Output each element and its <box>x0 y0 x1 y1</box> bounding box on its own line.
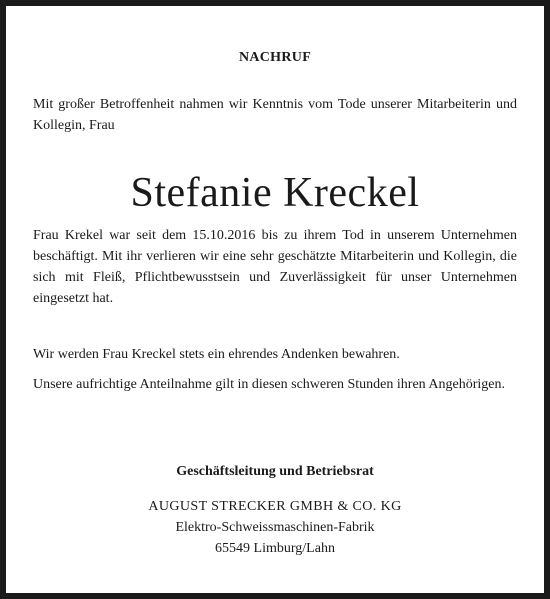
company-description: Elektro-Schweissmaschinen-Fabrik <box>175 520 375 535</box>
body-paragraph-employment: Frau Krekel war seit dem 15.10.2016 bis zu ihrem Tod in unserem Unternehmen beschäftigt. Mit ihr verlieren wir eine sehr geschätzte Mitarbeiterin und Kollegin, die sich mit Fleiß, Pflichtbewusstsein und Zuverlässigkeit für unser Unternehmen eingesetzt hat. <box>33 228 517 306</box>
company-address: 65549 Limburg/Lahn <box>215 541 335 556</box>
company-block <box>6 496 544 559</box>
signers-line: Geschäftsleitung und Betriebsrat <box>176 464 374 479</box>
intro-paragraph: Mit großer Betroffenheit nahmen wir Kenntnis vom Tode unserer Mitarbeiterin und Kollegin, Frau <box>33 97 517 133</box>
notice-heading: NACHRUF <box>238 50 312 65</box>
body-paragraph-remembrance: Wir werden Frau Kreckel stets ein ehrendes Andenken bewahren. <box>33 347 400 362</box>
deceased-name: Stefanie Kreckel <box>130 170 420 216</box>
body-paragraph-condolence: Unsere aufrichtige Anteilnahme gilt in diesen schweren Stunden ihren Angehörigen. <box>33 377 505 392</box>
company-name: AUGUST STRECKER GMBH & CO. KG <box>148 499 402 514</box>
